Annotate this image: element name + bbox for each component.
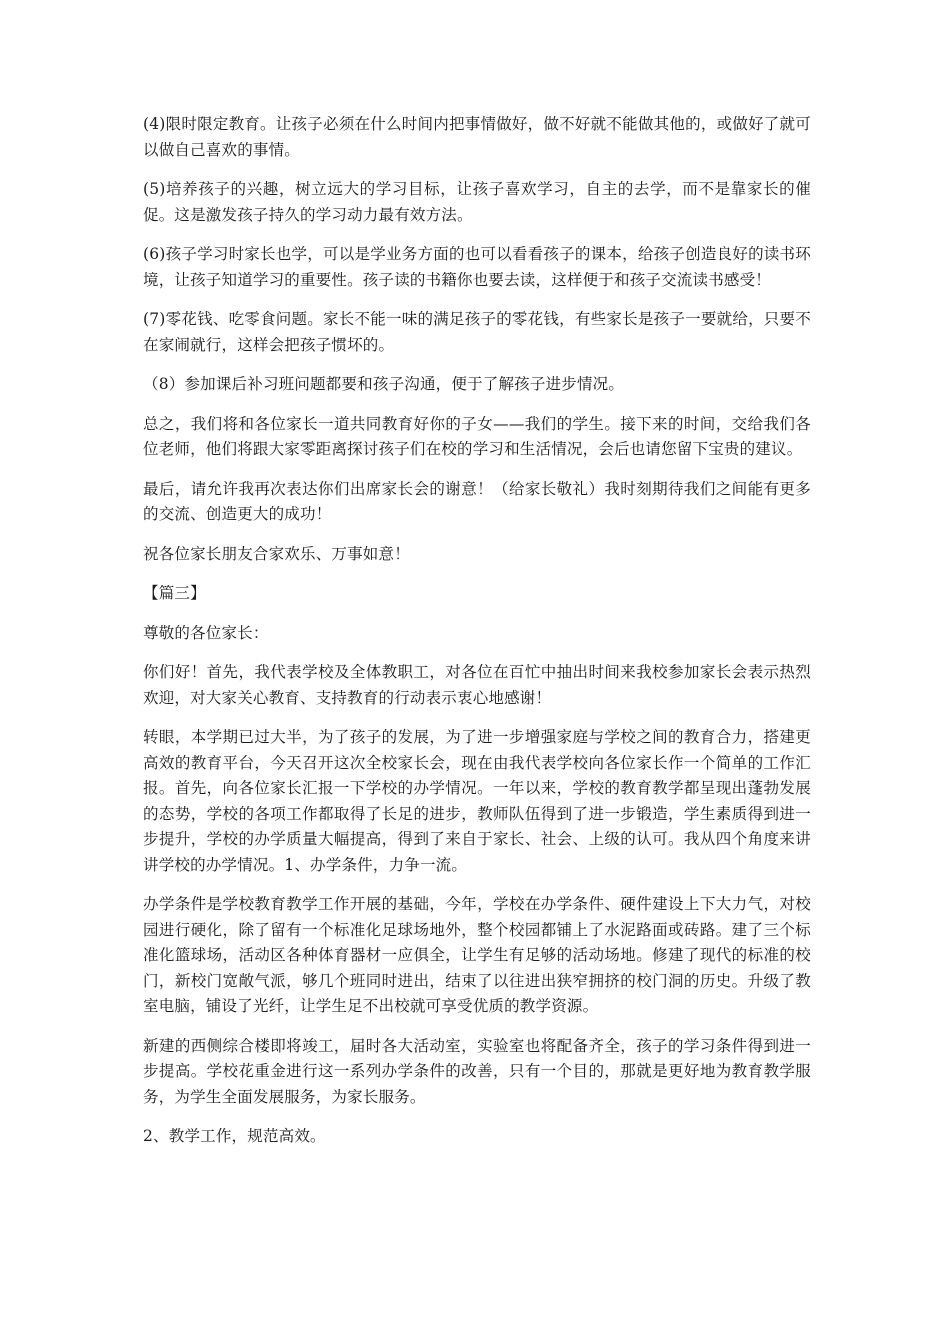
salutation: 尊敬的各位家长： — [143, 623, 269, 642]
blessing-line: 祝各位家长朋友合家欢乐、万事如意！ — [143, 544, 410, 563]
closing-thanks-paragraph: 最后，请允许我再次表达你们出席家长会的谢意！（给家长敬礼）我时刻期待我们之间能有更多的交流、创造更大的成功！ — [143, 479, 811, 523]
paragraph-6: (6)孩子学习时家长也学，可以是学业务方面的也可以看看孩子的课本，给孩子创造良好的读书环境，让孩子知道学习的重要性。孩子读的书籍你也要去读，这样便于和孩子交流读书感受！ — [143, 245, 811, 289]
section-heading: 【篇三】 — [143, 584, 206, 602]
paragraph-8: （8）参加课后补习班问题都要和孩子沟通，便于了解孩子进步情况。 — [143, 375, 625, 393]
document-body — [143, 112, 811, 1164]
report-paragraph: 转眼，本学期已过大半，为了孩子的发展，为了进一步增强家庭与学校之间的教育合力，搭建更高效的教育平台，今天召开这次全校家长会，现在由我代表学校向各位家长作一个简单的工作汇报。首先，向各位家长汇报一下学校的办学情况。一年以来，学校的教育教学都呈现出蓬勃发展的态势，学校的各项工作都取得了长足的进步，教师队伍得到了进一步锻造，学生素质得到进一步提升，学校的办学质量大幅提高，得到了来自于家长、社会、上级的认可。我从四个角度来讲讲学校的办学情况。1、办学条件，力争一流。 — [143, 728, 811, 874]
new-building-paragraph: 新建的西侧综合楼即将竣工，届时各大活动室，实验室也将配备齐全，孩子的学习条件得到进一步提高。学校花重金进行这一系列办学条件的改善，只有一个目的，那就是更好地为教育教学服务，为学生全面发展服务，为家长服务。 — [143, 1036, 811, 1106]
conclusion-paragraph: 总之，我们将和各位家长一道共同教育好你的子女——我们的学生。接下来的时间，交给我们各位老师，他们将跟大家零距离探讨孩子们在校的学习和生活情况，会后也请您留下宝贵的建议。 — [143, 414, 811, 458]
facilities-paragraph: 办学条件是学校教育教学工作开展的基础，今年，学校在办学条件、硬件建设上下大力气，对校园进行硬化，除了留有一个标准化足球场地外，整个校园都铺上了水泥路面或砖路。建了三个标准化篮球场，活动区各种体育器材一应俱全，让学生有足够的活动场地。修建了现代的标准的校门，新校门宽敞气派，够几个班同时进出，结束了以往进出狭窄拥挤的校门洞的历史。升级了教室电脑，铺设了光纤，让学生足不出校就可享受优质的教学资源。 — [143, 895, 811, 1015]
teaching-heading: 2、教学工作，规范高效。 — [143, 1127, 326, 1145]
paragraph-5: (5)培养孩子的兴趣，树立远大的学习目标，让孩子喜欢学习，自主的去学，而不是靠家长的催促。这是激发孩子持久的学习动力最有效方法。 — [143, 180, 811, 224]
greeting-paragraph: 你们好！首先，我代表学校及全体教职工，对各位在百忙中抽出时间来我校参加家长会表示热烈欢迎，对大家关心教育、支持教育的行动表示衷心地感谢！ — [143, 663, 811, 707]
paragraph-4: (4)限时限定教育。让孩子必须在什么时间内把事情做好，做不好就不能做其他的，或做好了就可以做自己喜欢的事情。 — [143, 115, 811, 159]
paragraph-7: (7)零花钱、吃零食问题。家长不能一味的满足孩子的零花钱，有些家长是孩子一要就给，只要不在家闹就行，这样会把孩子惯坏的。 — [143, 310, 811, 354]
